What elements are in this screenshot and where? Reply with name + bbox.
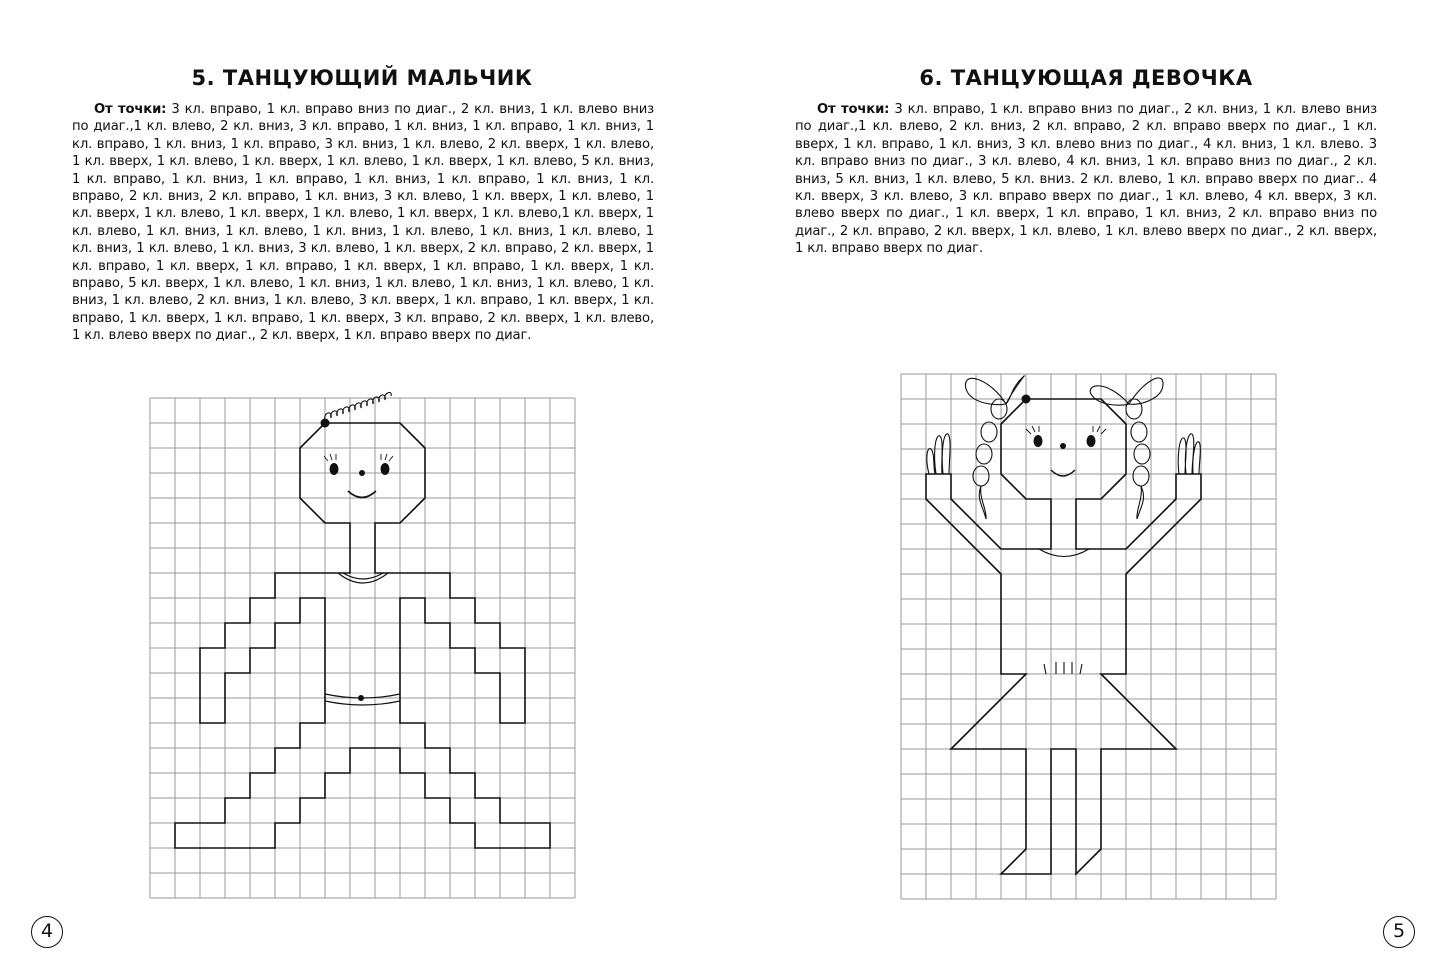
page-number-right: 5 (1383, 916, 1415, 948)
girl-nose (1060, 443, 1066, 449)
grid-lines (901, 374, 1276, 899)
girl-left-braid (973, 399, 1007, 519)
start-point (1022, 395, 1031, 404)
girl-left-hand (927, 434, 950, 474)
girl-collar (1039, 549, 1089, 557)
girl-eyelashes (1026, 426, 1106, 434)
boy-collar (338, 573, 388, 583)
girl-left-eye (1034, 435, 1043, 447)
instructions-lead: От точки: (94, 102, 167, 117)
boy-hair (325, 393, 392, 420)
boy-right-eye (381, 463, 390, 475)
page-number-left: 4 (31, 916, 63, 948)
dancing-boy-grid (150, 398, 575, 898)
instructions-text: 3 кл. вправо, 1 кл. вправо вниз по диаг., 2 кл. вниз, 1 кл. влево вниз по диаг.,1 кл. влево, 2 кл. вниз, 2 кл. вправо, 2 кл. вправо вверх по диаг., 1 кл. вверх, 1 кл. вправо, 1 кл. вниз, 3 кл. влево вниз по диаг., 4 кл. вниз, 1 кл. влево. 3 кл. вправо вниз по диаг., 3 кл. влево, 4 кл. вниз, 1 кл. вправо вниз по диаг., 2 кл. вниз, 5 кл. вниз, 1 кл. влево, 5 кл. вниз. 2 кл. влево, 1 кл. вправо вверх по диаг.. 4 кл. вверх, 3 кл. влево, 3 кл. вправо вверх по диаг., 1 кл. влево, 4 кл. вверх, 3 кл. влево вверх по диаг., 1 кл. вверх, 1 кл. вправо, 1 кл. вниз, 2 кл. вправо вниз по диаг., 2 кл. вправо, 2 кл. вверх, 1 кл. влево, 1 кл. влево вверх по диаг., 2 кл. вверх, 1 кл. вправо вверх по диаг. (795, 102, 1377, 257)
boy-nose (359, 470, 365, 476)
boy-smile (348, 491, 376, 498)
girl-right-eye (1087, 435, 1096, 447)
girl-right-braid (1126, 399, 1150, 519)
boy-left-eye (330, 463, 339, 475)
dancing-boy-drawing (175, 393, 550, 848)
instructions-lead: От точки: (817, 102, 890, 117)
dancing-girl-grid (901, 374, 1276, 899)
instructions-text: 3 кл. вправо, 1 кл. вправо вниз по диаг., 2 кл. вниз, 1 кл. влево вниз по диаг.,1 кл. влево, 2 кл. вниз, 3 кл. вправо, 1 кл. вниз, 1 кл. вправо, 1 кл. вниз, 1 кл. вправо, 1 кл. вниз, 1 кл. вправо, 3 кл. вниз, 1 кл. влево, 2 кл. вверх, 1 кл. влево, 1 кл. вверх, 1 кл. влево, 1 кл. вверх, 1 кл. влево, 1 кл. вверх, 1 кл. влево, 5 кл. вниз, 1 кл. вправо, 1 кл. вниз, 1 кл. вправо, 1 кл. вниз, 1 кл. вправо, 1 кл. вниз, 1 кл. вправо, 2 кл. вниз, 2 кл. вправо, 1 кл. вниз, 3 кл. влево, 1 кл. вверх, 1 кл. влево, 1 кл. вверх, 1 кл. влево, 1 кл. вверх, 1 кл. влево, 1 кл. вверх, 1 кл. влево,1 кл. вверх, 1 кл. влево, 1 кл. вниз, 1 кл. влево, 1 кл. вниз, 1 кл. влево, 1 кл. вниз, 1 кл. влево, 1 кл. вниз, 1 кл. влево, 1 кл. вниз, 3 кл. влево, 1 кл. вверх, 2 кл. вправо, 2 кл. вверх, 1 кл. вправо, 1 кл. вверх, 1 кл. вправо, 1 кл. вверх, 1 кл. вправо, 1 кл. вверх, 1 кл. вправо, 5 кл. вверх, 1 кл. влево, 1 кл. вниз, 1 кл. влево, 1 кл. вниз, 1 кл. влево, 1 кл. вниз, 1 кл. влево, 2 кл. вниз, 1 кл. влево, 3 кл. вверх, 1 кл. вправо, 1 кл. вверх, 1 кл. вправо, 1 кл. вверх, 1 кл. вправо, 1 кл. вверх, 3 кл. вправо, 2 кл. вверх, 1 кл. влево, 1 кл. влево вверх по диаг., 2 кл. вверх, 1 кл. вправо вверх по диаг. (72, 102, 654, 344)
instructions-right (795, 101, 1377, 258)
boy-eyelashes (324, 454, 393, 461)
page-title-left: 5. ТАНЦУЮЩИЙ МАЛЬЧИК (191, 66, 533, 90)
page-title-right: 6. ТАНЦУЮЩАЯ ДЕВОЧКА (919, 66, 1253, 90)
instructions-left (72, 101, 654, 345)
girl-outline (926, 399, 1201, 874)
boy-belt-button (358, 695, 364, 701)
girl-right-hand (1178, 434, 1200, 474)
start-point (321, 419, 330, 428)
boy-outline (175, 423, 550, 848)
girl-smile (1051, 470, 1075, 476)
